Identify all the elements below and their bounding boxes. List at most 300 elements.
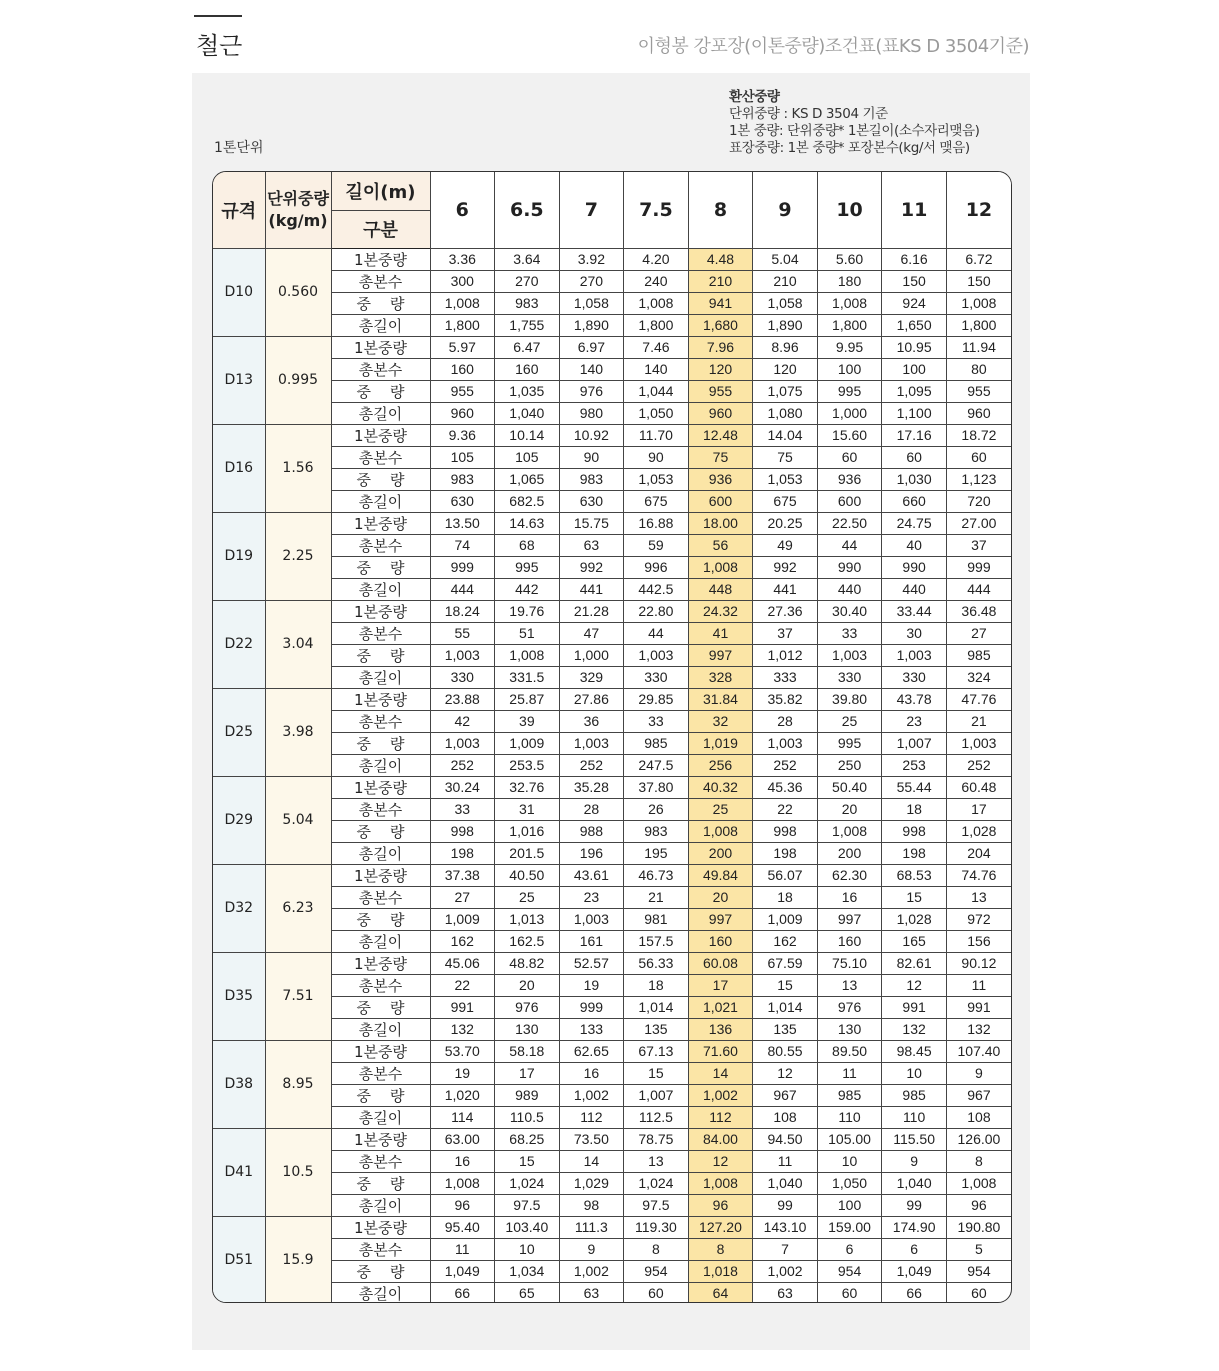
row-label: 총본수 xyxy=(331,446,430,468)
row-label: 1본중량 xyxy=(331,1040,430,1062)
value-cell: 1,002 xyxy=(559,1084,624,1106)
value-cell: 6.97 xyxy=(559,336,624,358)
value-cell: 250 xyxy=(817,754,882,776)
value-cell: 160 xyxy=(817,930,882,952)
value-cell: 68.25 xyxy=(495,1128,560,1150)
value-cell: 46.73 xyxy=(624,864,689,886)
value-cell: 10.95 xyxy=(882,336,947,358)
row-label: 총길이 xyxy=(331,490,430,512)
value-cell: 63 xyxy=(753,1282,818,1303)
value-cell: 200 xyxy=(688,842,753,864)
value-cell: 1,049 xyxy=(430,1260,495,1282)
value-cell: 33 xyxy=(430,798,495,820)
value-cell: 1,890 xyxy=(559,314,624,336)
value-cell: 331.5 xyxy=(495,666,560,688)
table-row xyxy=(213,1260,1011,1282)
value-cell: 45.06 xyxy=(430,952,495,974)
value-cell: 976 xyxy=(495,996,560,1018)
header-length-value: 6.5 xyxy=(495,172,560,248)
value-cell: 64 xyxy=(688,1282,753,1303)
row-label: 중 량 xyxy=(331,1172,430,1194)
conversion-notes xyxy=(729,89,980,157)
header-spec: 규격 xyxy=(213,172,265,248)
value-cell: 160 xyxy=(495,358,560,380)
value-cell: 9 xyxy=(946,1062,1011,1084)
value-cell: 22 xyxy=(430,974,495,996)
value-cell: 90 xyxy=(624,446,689,468)
value-cell: 62.65 xyxy=(559,1040,624,1062)
value-cell: 60 xyxy=(624,1282,689,1303)
value-cell: 1,058 xyxy=(559,292,624,314)
value-cell: 51 xyxy=(495,622,560,644)
value-cell: 80.55 xyxy=(753,1040,818,1062)
header-length-value: 6 xyxy=(430,172,495,248)
value-cell: 1,008 xyxy=(688,556,753,578)
title-rule xyxy=(194,15,242,17)
table-row xyxy=(213,556,1011,578)
value-cell: 10.14 xyxy=(495,424,560,446)
value-cell: 7 xyxy=(753,1238,818,1260)
value-cell: 9.36 xyxy=(430,424,495,446)
table-row xyxy=(213,666,1011,688)
value-cell: 16 xyxy=(817,886,882,908)
table-row xyxy=(213,886,1011,908)
value-cell: 75 xyxy=(688,446,753,468)
unit-weight-cell: 3.98 xyxy=(265,688,331,776)
value-cell: 75.10 xyxy=(817,952,882,974)
table-row xyxy=(213,1062,1011,1084)
table-row xyxy=(213,688,1011,710)
value-cell: 162.5 xyxy=(495,930,560,952)
row-label: 총본수 xyxy=(331,974,430,996)
value-cell: 157.5 xyxy=(624,930,689,952)
value-cell: 63.00 xyxy=(430,1128,495,1150)
value-cell: 955 xyxy=(688,380,753,402)
row-label: 총길이 xyxy=(331,1194,430,1216)
value-cell: 1,008 xyxy=(688,820,753,842)
value-cell: 53.70 xyxy=(430,1040,495,1062)
value-cell: 328 xyxy=(688,666,753,688)
table-row xyxy=(213,622,1011,644)
unit-weight-cell: 10.5 xyxy=(265,1128,331,1216)
value-cell: 3.36 xyxy=(430,248,495,270)
value-cell: 103.40 xyxy=(495,1216,560,1238)
value-cell: 1,016 xyxy=(495,820,560,842)
value-cell: 980 xyxy=(559,402,624,424)
value-cell: 1,002 xyxy=(688,1084,753,1106)
unit-weight-cell: 5.04 xyxy=(265,776,331,864)
value-cell: 95.40 xyxy=(430,1216,495,1238)
value-cell: 14 xyxy=(688,1062,753,1084)
value-cell: 448 xyxy=(688,578,753,600)
table-row xyxy=(213,380,1011,402)
value-cell: 1,009 xyxy=(495,732,560,754)
value-cell: 135 xyxy=(753,1018,818,1040)
value-cell: 126.00 xyxy=(946,1128,1011,1150)
header-length-value: 10 xyxy=(817,172,882,248)
value-cell: 13 xyxy=(946,886,1011,908)
value-cell: 143.10 xyxy=(753,1216,818,1238)
value-cell: 1,040 xyxy=(753,1172,818,1194)
value-cell: 20 xyxy=(688,886,753,908)
notes-line: 단위중량 : KS D 3504 기준 xyxy=(729,106,888,122)
value-cell: 19 xyxy=(559,974,624,996)
value-cell: 10 xyxy=(817,1150,882,1172)
value-cell: 31 xyxy=(495,798,560,820)
value-cell: 14.63 xyxy=(495,512,560,534)
value-cell: 18 xyxy=(753,886,818,908)
value-cell: 13 xyxy=(624,1150,689,1172)
unit-weight-cell: 1.56 xyxy=(265,424,331,512)
value-cell: 1,003 xyxy=(559,732,624,754)
value-cell: 1,040 xyxy=(882,1172,947,1194)
value-cell: 56 xyxy=(688,534,753,556)
value-cell: 1,000 xyxy=(559,644,624,666)
value-cell: 1,014 xyxy=(753,996,818,1018)
value-cell: 1,755 xyxy=(495,314,560,336)
value-cell: 68 xyxy=(495,534,560,556)
value-cell: 55 xyxy=(430,622,495,644)
table-row xyxy=(213,974,1011,996)
value-cell: 983 xyxy=(430,468,495,490)
value-cell: 210 xyxy=(688,270,753,292)
table-row xyxy=(213,996,1011,1018)
value-cell: 9.95 xyxy=(817,336,882,358)
value-cell: 15 xyxy=(753,974,818,996)
value-cell: 991 xyxy=(430,996,495,1018)
spec-cell: D35 xyxy=(213,952,265,1040)
value-cell: 630 xyxy=(430,490,495,512)
value-cell: 28 xyxy=(559,798,624,820)
notes-line: 1본 중량: 단위중량* 1본길이(소수자리맺음) xyxy=(729,123,980,139)
value-cell: 17 xyxy=(495,1062,560,1084)
value-cell: 992 xyxy=(753,556,818,578)
value-cell: 1,007 xyxy=(624,1084,689,1106)
row-label: 총본수 xyxy=(331,622,430,644)
value-cell: 110 xyxy=(817,1106,882,1128)
value-cell: 1,003 xyxy=(946,732,1011,754)
value-cell: 1,650 xyxy=(882,314,947,336)
value-cell: 441 xyxy=(559,578,624,600)
value-cell: 112 xyxy=(559,1106,624,1128)
value-cell: 31.84 xyxy=(688,688,753,710)
row-label: 1본중량 xyxy=(331,336,430,358)
value-cell: 967 xyxy=(753,1084,818,1106)
table-row xyxy=(213,314,1011,336)
value-cell: 60.08 xyxy=(688,952,753,974)
value-cell: 15 xyxy=(624,1062,689,1084)
value-cell: 39.80 xyxy=(817,688,882,710)
value-cell: 1,053 xyxy=(624,468,689,490)
value-cell: 1,800 xyxy=(817,314,882,336)
value-cell: 37.38 xyxy=(430,864,495,886)
value-cell: 30.24 xyxy=(430,776,495,798)
row-label: 중 량 xyxy=(331,644,430,666)
table-row xyxy=(213,1084,1011,1106)
value-cell: 981 xyxy=(624,908,689,930)
value-cell: 107.40 xyxy=(946,1040,1011,1062)
value-cell: 27 xyxy=(946,622,1011,644)
value-cell: 955 xyxy=(946,380,1011,402)
table-row xyxy=(213,358,1011,380)
value-cell: 62.30 xyxy=(817,864,882,886)
value-cell: 8.96 xyxy=(753,336,818,358)
row-label: 중 량 xyxy=(331,732,430,754)
value-cell: 1,013 xyxy=(495,908,560,930)
header-length: 길이(m) xyxy=(331,172,430,210)
row-label: 1본중량 xyxy=(331,952,430,974)
value-cell: 1,009 xyxy=(430,908,495,930)
row-label: 중 량 xyxy=(331,1260,430,1282)
value-cell: 1,008 xyxy=(817,820,882,842)
row-label: 총길이 xyxy=(331,1106,430,1128)
value-cell: 253.5 xyxy=(495,754,560,776)
value-cell: 110.5 xyxy=(495,1106,560,1128)
value-cell: 204 xyxy=(946,842,1011,864)
value-cell: 52.57 xyxy=(559,952,624,974)
value-cell: 60 xyxy=(817,446,882,468)
value-cell: 115.50 xyxy=(882,1128,947,1150)
value-cell: 985 xyxy=(817,1084,882,1106)
value-cell: 120 xyxy=(753,358,818,380)
value-cell: 18.00 xyxy=(688,512,753,534)
value-cell: 444 xyxy=(430,578,495,600)
value-cell: 20 xyxy=(495,974,560,996)
value-cell: 78.75 xyxy=(624,1128,689,1150)
value-cell: 82.61 xyxy=(882,952,947,974)
value-cell: 97.5 xyxy=(495,1194,560,1216)
unit-weight-cell: 0.560 xyxy=(265,248,331,336)
value-cell: 71.60 xyxy=(688,1040,753,1062)
value-cell: 1,019 xyxy=(688,732,753,754)
value-cell: 600 xyxy=(817,490,882,512)
value-cell: 198 xyxy=(882,842,947,864)
value-cell: 252 xyxy=(559,754,624,776)
value-cell: 999 xyxy=(430,556,495,578)
value-cell: 7.46 xyxy=(624,336,689,358)
value-cell: 108 xyxy=(946,1106,1011,1128)
table-row xyxy=(213,534,1011,556)
table-row xyxy=(213,248,1011,270)
value-cell: 440 xyxy=(817,578,882,600)
value-cell: 989 xyxy=(495,1084,560,1106)
value-cell: 23 xyxy=(882,710,947,732)
spec-cell: D10 xyxy=(213,248,265,336)
value-cell: 32.76 xyxy=(495,776,560,798)
value-cell: 440 xyxy=(882,578,947,600)
value-cell: 5 xyxy=(946,1238,1011,1260)
value-cell: 56.07 xyxy=(753,864,818,886)
value-cell: 967 xyxy=(946,1084,1011,1106)
value-cell: 324 xyxy=(946,666,1011,688)
value-cell: 18 xyxy=(882,798,947,820)
value-cell: 20.25 xyxy=(753,512,818,534)
row-label: 1본중량 xyxy=(331,864,430,886)
value-cell: 1,003 xyxy=(624,644,689,666)
spec-cell: D22 xyxy=(213,600,265,688)
value-cell: 22 xyxy=(753,798,818,820)
value-cell: 999 xyxy=(559,996,624,1018)
value-cell: 60 xyxy=(946,446,1011,468)
row-label: 1본중량 xyxy=(331,248,430,270)
value-cell: 165 xyxy=(882,930,947,952)
value-cell: 90 xyxy=(559,446,624,468)
value-cell: 682.5 xyxy=(495,490,560,512)
value-cell: 195 xyxy=(624,842,689,864)
value-cell: 1,020 xyxy=(430,1084,495,1106)
row-label: 중 량 xyxy=(331,1084,430,1106)
table-row xyxy=(213,424,1011,446)
header-length-value: 7 xyxy=(559,172,624,248)
header-unit-weight-line1: 단위중량 xyxy=(267,188,329,208)
row-label: 1본중량 xyxy=(331,424,430,446)
row-label: 총본수 xyxy=(331,534,430,556)
row-label: 총본수 xyxy=(331,1238,430,1260)
row-label: 총길이 xyxy=(331,842,430,864)
row-label: 총길이 xyxy=(331,666,430,688)
row-label: 중 량 xyxy=(331,380,430,402)
value-cell: 1,100 xyxy=(882,402,947,424)
value-cell: 10.92 xyxy=(559,424,624,446)
value-cell: 6 xyxy=(882,1238,947,1260)
value-cell: 42 xyxy=(430,710,495,732)
value-cell: 89.50 xyxy=(817,1040,882,1062)
page-subtitle: 이형봉 강포장(이톤중량)조건표(표KS D 3504기준) xyxy=(637,36,1029,57)
unit-weight-cell: 15.9 xyxy=(265,1216,331,1303)
value-cell: 990 xyxy=(882,556,947,578)
value-cell: 41 xyxy=(688,622,753,644)
value-cell: 136 xyxy=(688,1018,753,1040)
row-label: 총본수 xyxy=(331,1150,430,1172)
value-cell: 1,003 xyxy=(753,732,818,754)
notes-title: 환산중량 xyxy=(729,89,780,105)
value-cell: 9 xyxy=(882,1150,947,1172)
value-cell: 97.5 xyxy=(624,1194,689,1216)
value-cell: 14 xyxy=(559,1150,624,1172)
row-label: 총길이 xyxy=(331,930,430,952)
value-cell: 201.5 xyxy=(495,842,560,864)
value-cell: 74 xyxy=(430,534,495,556)
row-label: 총길이 xyxy=(331,402,430,424)
value-cell: 37 xyxy=(946,534,1011,556)
spec-cell: D19 xyxy=(213,512,265,600)
value-cell: 55.44 xyxy=(882,776,947,798)
row-label: 중 량 xyxy=(331,908,430,930)
value-cell: 1,044 xyxy=(624,380,689,402)
value-cell: 270 xyxy=(495,270,560,292)
value-cell: 330 xyxy=(882,666,947,688)
value-cell: 47 xyxy=(559,622,624,644)
value-cell: 985 xyxy=(946,644,1011,666)
value-cell: 19 xyxy=(430,1062,495,1084)
value-cell: 66 xyxy=(430,1282,495,1303)
value-cell: 600 xyxy=(688,490,753,512)
value-cell: 198 xyxy=(753,842,818,864)
value-cell: 960 xyxy=(946,402,1011,424)
value-cell: 50.40 xyxy=(817,776,882,798)
table-row xyxy=(213,468,1011,490)
value-cell: 1,053 xyxy=(753,468,818,490)
value-cell: 5.60 xyxy=(817,248,882,270)
value-cell: 330 xyxy=(624,666,689,688)
value-cell: 4.48 xyxy=(688,248,753,270)
value-cell: 660 xyxy=(882,490,947,512)
value-cell: 27.86 xyxy=(559,688,624,710)
value-cell: 1,065 xyxy=(495,468,560,490)
value-cell: 174.90 xyxy=(882,1216,947,1238)
page-title: 철근 xyxy=(196,32,243,60)
value-cell: 996 xyxy=(624,556,689,578)
value-cell: 98.45 xyxy=(882,1040,947,1062)
unit-weight-cell: 8.95 xyxy=(265,1040,331,1128)
value-cell: 1,008 xyxy=(688,1172,753,1194)
value-cell: 300 xyxy=(430,270,495,292)
value-cell: 140 xyxy=(559,358,624,380)
table-row xyxy=(213,732,1011,754)
value-cell: 162 xyxy=(430,930,495,952)
row-label: 1본중량 xyxy=(331,688,430,710)
row-label: 총본수 xyxy=(331,270,430,292)
spec-cell: D29 xyxy=(213,776,265,864)
value-cell: 99 xyxy=(753,1194,818,1216)
row-label: 중 량 xyxy=(331,292,430,314)
value-cell: 133 xyxy=(559,1018,624,1040)
value-cell: 330 xyxy=(817,666,882,688)
value-cell: 1,123 xyxy=(946,468,1011,490)
value-cell: 112.5 xyxy=(624,1106,689,1128)
value-cell: 1,008 xyxy=(624,292,689,314)
value-cell: 40.32 xyxy=(688,776,753,798)
value-cell: 29.85 xyxy=(624,688,689,710)
value-cell: 119.30 xyxy=(624,1216,689,1238)
table-row xyxy=(213,820,1011,842)
row-label: 1본중량 xyxy=(331,776,430,798)
value-cell: 1,050 xyxy=(624,402,689,424)
value-cell: 16 xyxy=(430,1150,495,1172)
spec-cell: D41 xyxy=(213,1128,265,1216)
value-cell: 33 xyxy=(624,710,689,732)
value-cell: 1,007 xyxy=(882,732,947,754)
value-cell: 37.80 xyxy=(624,776,689,798)
value-cell: 12.48 xyxy=(688,424,753,446)
value-cell: 998 xyxy=(430,820,495,842)
value-cell: 1,003 xyxy=(817,644,882,666)
value-cell: 998 xyxy=(882,820,947,842)
value-cell: 954 xyxy=(817,1260,882,1282)
value-cell: 1,008 xyxy=(946,1172,1011,1194)
spec-cell: D51 xyxy=(213,1216,265,1303)
value-cell: 9 xyxy=(559,1238,624,1260)
value-cell: 25 xyxy=(495,886,560,908)
table-row xyxy=(213,512,1011,534)
value-cell: 26 xyxy=(624,798,689,820)
value-cell: 1,024 xyxy=(495,1172,560,1194)
spec-cell: D38 xyxy=(213,1040,265,1128)
value-cell: 23 xyxy=(559,886,624,908)
value-cell: 11.94 xyxy=(946,336,1011,358)
value-cell: 1,009 xyxy=(753,908,818,930)
table-row xyxy=(213,842,1011,864)
value-cell: 1,003 xyxy=(882,644,947,666)
row-label: 중 량 xyxy=(331,820,430,842)
value-cell: 35.28 xyxy=(559,776,624,798)
value-cell: 24.32 xyxy=(688,600,753,622)
value-cell: 74.76 xyxy=(946,864,1011,886)
value-cell: 16 xyxy=(559,1062,624,1084)
value-cell: 44 xyxy=(817,534,882,556)
row-label: 총본수 xyxy=(331,710,430,732)
table-row xyxy=(213,1172,1011,1194)
